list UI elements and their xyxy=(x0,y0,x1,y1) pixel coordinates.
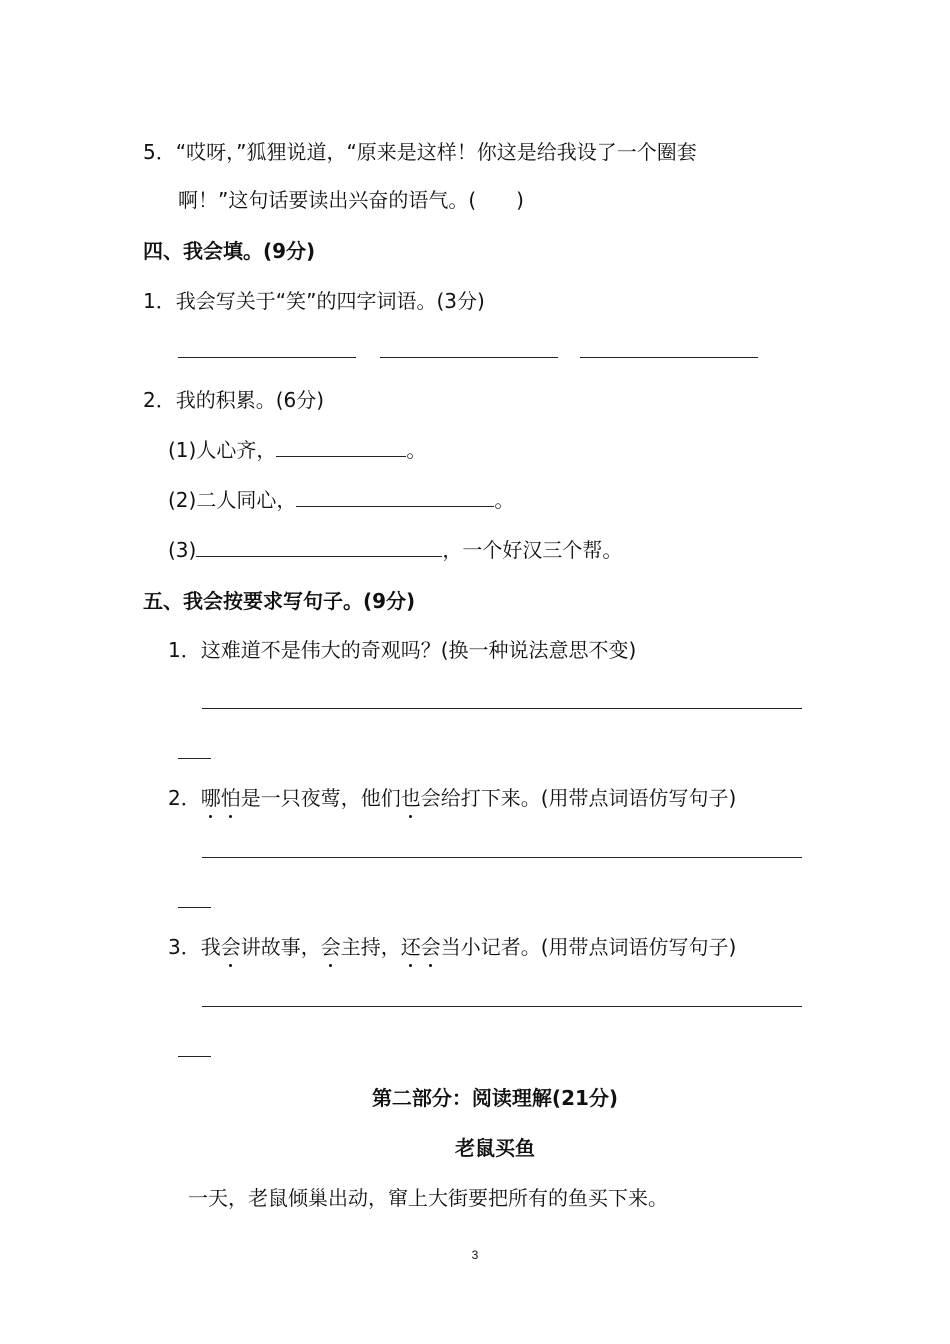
q2-dotted-char: 哪 xyxy=(200,786,221,810)
page-number: 3 xyxy=(471,1248,479,1262)
q3-sentence xyxy=(201,935,737,959)
story-paragraph-1: 一天，老鼠倾巢出动，窜上大街要把所有的鱼买下来。 xyxy=(188,1186,668,1210)
q3-text-segment: 我 xyxy=(200,935,221,959)
q3-text-segment: 主持， xyxy=(340,935,401,959)
item3-suffix: ，一个好汉三个帮。 xyxy=(442,538,623,562)
q2-dotted-char: 怕 xyxy=(220,786,241,810)
q3-answer-line-end[interactable] xyxy=(178,1056,211,1057)
q2-answer-line[interactable] xyxy=(202,857,802,858)
section5-q3 xyxy=(168,933,736,961)
accumulation-item-3 xyxy=(168,536,622,564)
q2-text-segment: 会给打下来。(用带点词语仿写句子) xyxy=(420,786,737,810)
q3-dotted-char: 会 xyxy=(320,935,341,959)
item3-prefix: (3) xyxy=(168,538,197,562)
q2-number: 2． xyxy=(168,786,201,810)
q5-line1: 5．“哎呀，”狐狸说道，“原来是这样！你这是给我设了一个圈套 xyxy=(143,140,697,164)
section4-q2: 2．我的积累。(6分) xyxy=(143,388,325,412)
q3-number: 3． xyxy=(168,935,201,959)
q3-answer-line[interactable] xyxy=(202,1006,802,1007)
item2-prefix: (2)二人同心， xyxy=(168,488,297,512)
section5-q2 xyxy=(168,784,736,812)
section4-heading: 四、我会填。(9分) xyxy=(143,239,316,263)
accumulation-item-2 xyxy=(168,486,514,514)
q5-line2: 啊！”这句话要读出兴奋的语气。( ) xyxy=(178,188,524,212)
item2-blank[interactable] xyxy=(296,488,494,507)
answer-blank-3[interactable] xyxy=(580,357,758,358)
q3-dotted-char: 会 xyxy=(220,935,241,959)
story-title: 老鼠买鱼 xyxy=(455,1136,535,1160)
item2-suffix: 。 xyxy=(494,488,515,512)
q2-sentence xyxy=(201,786,737,810)
item1-suffix: 。 xyxy=(406,438,427,462)
item1-blank[interactable] xyxy=(276,438,406,457)
part2-heading: 第二部分：阅读理解(21分) xyxy=(371,1086,619,1110)
section5-q1: 1．这难道不是伟大的奇观吗？(换一种说法意思不变) xyxy=(168,638,637,662)
q3-text-segment: 讲故事， xyxy=(240,935,321,959)
q1-answer-line-end[interactable] xyxy=(178,758,211,759)
q2-dotted-char: 也 xyxy=(400,786,421,810)
q2-text-segment: 是一只夜莺，他们 xyxy=(240,786,401,810)
q3-dotted-char: 还 xyxy=(400,935,421,959)
item1-prefix: (1)人心齐， xyxy=(168,438,277,462)
item3-blank[interactable] xyxy=(196,538,442,557)
accumulation-item-1 xyxy=(168,436,426,464)
q1-answer-line[interactable] xyxy=(202,708,802,709)
answer-blank-2[interactable] xyxy=(380,357,558,358)
q3-text-segment: 当小记者。(用带点词语仿写句子) xyxy=(440,935,737,959)
q3-dotted-char: 会 xyxy=(420,935,441,959)
answer-blank-1[interactable] xyxy=(178,357,356,358)
section5-heading: 五、我会按要求写句子。(9分) xyxy=(143,589,416,613)
q2-answer-line-end[interactable] xyxy=(178,907,211,908)
section4-q1: 1．我会写关于“笑”的四字词语。(3分) xyxy=(143,289,485,313)
